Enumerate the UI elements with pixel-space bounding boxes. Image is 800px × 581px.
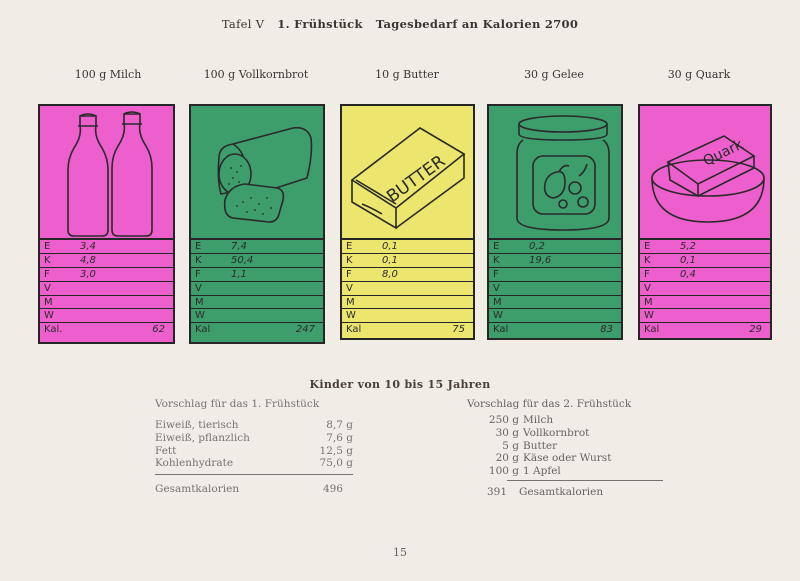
nutrition-row: V [640, 282, 770, 296]
nutrition-row: K 50,4 [191, 254, 323, 268]
nutrition-row: F 8,0 [342, 268, 473, 282]
page-title [0, 17, 800, 31]
food-label-bread: 100 g Vollkornbrot [203, 68, 309, 81]
nutrition-row: V [489, 282, 621, 296]
nutrition-row: W [489, 309, 621, 323]
total-divider [507, 480, 663, 481]
nutrition-row: W [40, 309, 173, 323]
nutrition-row: E 7,4 [191, 240, 323, 254]
nutrition-row: K 4,8 [40, 254, 173, 268]
nutrient-row: Fett 12,5 g [155, 444, 353, 457]
nutrition-row: M [640, 296, 770, 310]
first-breakfast-heading: Vorschlag für das 1. Frühstück [155, 398, 320, 410]
nutrition-row: E 0,2 [489, 240, 621, 254]
calories-row: Kal 29 [644, 324, 762, 336]
nutrition-row: K 0,1 [640, 254, 770, 268]
nutrition-row: M [40, 296, 173, 310]
nutrition-table-bread [191, 238, 323, 342]
butter-icon [342, 106, 473, 238]
nutrition-table-jelly [489, 238, 621, 338]
nutrient-row: Kohlenhydrate 75,0 g [155, 457, 353, 470]
food-card-butter [340, 104, 475, 340]
quark-package-text: Quark [700, 136, 746, 170]
total-row: 391 Gesamtkalorien [486, 485, 604, 498]
nutrition-row: V [191, 282, 323, 296]
food-label-butter: 10 g Butter [375, 68, 439, 81]
food-item: 30 g Vollkornbrot [495, 426, 590, 439]
nutrition-row: W [342, 309, 473, 323]
title-bedarf: Tagesbedarf an Kalorien 2700 [375, 17, 579, 31]
nutrition-row: M [342, 296, 473, 310]
calories-row: Kal 247 [195, 324, 315, 336]
nutrition-row: K 19,6 [489, 254, 621, 268]
food-label-quark: 30 g Quark [667, 68, 731, 81]
second-breakfast-suggestion [467, 398, 663, 499]
nutrition-table-milk [40, 238, 173, 342]
nutrition-table-butter [342, 238, 473, 338]
butter-package-text: BUTTER [383, 151, 450, 208]
nutrition-row: E 3,4 [40, 240, 173, 254]
calories-row: Kal. 62 [44, 324, 165, 336]
calories-row: Kal 83 [493, 324, 613, 336]
nutrition-row: K 0,1 [342, 254, 473, 268]
food-label-jelly: 30 g Gelee [524, 68, 584, 81]
first-breakfast-suggestion [155, 398, 353, 496]
food-card-milk [38, 104, 175, 344]
milk-bottles-icon [40, 106, 173, 238]
food-item: 250 g Milch [488, 414, 554, 426]
nutrient-row: Eiweiß, pflanzlich 7,6 g [155, 431, 353, 444]
nutrition-row: M [191, 296, 323, 310]
nutrition-row: F 1,1 [191, 268, 323, 282]
nutrition-row: F 0,4 [640, 268, 770, 282]
total-divider [155, 474, 353, 475]
jam-jar-icon [489, 106, 621, 238]
food-card-bread [189, 104, 325, 344]
food-item: 20 g Käse oder Wurst [495, 452, 612, 465]
section-subtitle: Kinder von 10 bis 15 Jahren [309, 378, 491, 391]
bread-icon [191, 106, 323, 238]
nutrient-row: Eiweiß, tierisch 8,7 g [155, 419, 353, 431]
food-item: 100 g 1 Apfel [488, 465, 561, 478]
food-item: 5 g Butter [502, 439, 558, 452]
nutrition-row: F [489, 268, 621, 282]
nutrition-row: V [342, 282, 473, 296]
food-card-quark [638, 104, 772, 340]
page-number: 15 [393, 546, 407, 559]
nutrition-row: W [191, 309, 323, 323]
title-meal: 1. Frühstück [277, 17, 363, 31]
nutrition-row: E 5,2 [640, 240, 770, 254]
nutrition-row: M [489, 296, 621, 310]
quark-bowl-icon [640, 106, 770, 238]
nutrition-row: V [40, 282, 173, 296]
second-breakfast-heading: Vorschlag für das 2. Frühstück [467, 398, 632, 410]
food-label-milk: 100 g Milch [74, 68, 142, 81]
title-tafel: Tafel V [221, 17, 265, 31]
calories-row: Kal 75 [346, 324, 465, 336]
total-row: Gesamtkalorien 496 [155, 483, 343, 496]
nutrition-row: F 3,0 [40, 268, 173, 282]
nutrition-table-quark [640, 238, 770, 338]
nutrition-row: E 0,1 [342, 240, 473, 254]
food-card-jelly [487, 104, 623, 340]
nutrition-row: W [640, 309, 770, 323]
